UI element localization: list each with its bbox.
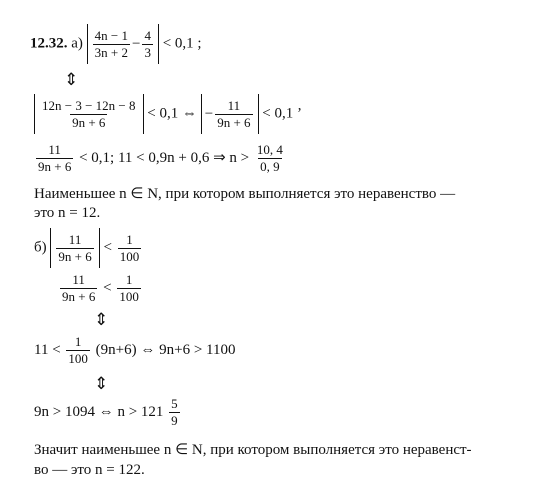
answer-a-text1: Наименьшее n ∈ N, при котором выполняется это неравенство — xyxy=(34,186,456,202)
fraction-den: 9n + 6 xyxy=(217,114,251,130)
inequality-left: 11 < xyxy=(34,341,61,358)
fraction xyxy=(118,232,142,265)
relation: < xyxy=(103,239,112,256)
fraction-num: 4n − 1 xyxy=(94,27,128,43)
problem-a-line3 xyxy=(34,142,287,175)
fraction xyxy=(215,98,252,131)
fraction-num: 1 xyxy=(126,231,133,247)
problem-a-line2 xyxy=(34,94,302,134)
operator: − xyxy=(132,35,141,52)
fraction-den: 9n + 6 xyxy=(62,289,96,304)
problem-b-line3 xyxy=(34,334,235,367)
fraction xyxy=(36,142,73,175)
part-b-label: б) xyxy=(34,239,47,256)
fraction xyxy=(169,396,180,429)
equivalence-arrow-icon: ⇕ xyxy=(94,374,109,394)
fraction-num: 12n − 3 − 12n − 8 xyxy=(42,97,136,113)
inequality-chain: 9n > 1094 ⇔ n > 121 xyxy=(34,403,164,420)
fraction-num: 4 xyxy=(144,27,151,43)
fraction-den: 9n + 6 xyxy=(58,248,92,264)
fraction-num: 11 xyxy=(48,142,61,157)
problem-a-line1 xyxy=(30,24,202,64)
fraction-den: 100 xyxy=(68,351,88,366)
problem-number: 12.32. xyxy=(30,35,68,52)
fraction xyxy=(66,334,90,367)
fraction-den: 3n + 2 xyxy=(94,44,128,60)
fraction-den: 100 xyxy=(119,248,140,264)
problem-b-line4 xyxy=(34,396,182,429)
answer-a-text2: это n = 12. xyxy=(34,205,101,221)
abs-expression xyxy=(201,94,259,134)
fraction-den: 9n + 6 xyxy=(38,159,72,174)
fraction xyxy=(60,272,97,305)
abs-expression xyxy=(34,94,144,134)
equivalence-arrow-icon: ⇕ xyxy=(94,310,109,330)
relation: < xyxy=(103,279,112,296)
operator: − xyxy=(204,105,214,122)
answer-b-text2: во — это n = 122. xyxy=(34,462,145,478)
fraction-num: 1 xyxy=(125,272,133,287)
answer-b-text1: Значит наименьшее n ∈ N, при котором выполняется это неравенст- xyxy=(34,442,472,458)
fraction-num: 11 xyxy=(227,97,241,113)
fraction xyxy=(255,142,285,175)
fraction-den: 9 xyxy=(171,413,178,428)
fraction-num: 1 xyxy=(74,334,82,349)
fraction xyxy=(142,28,153,61)
fraction-den: 100 xyxy=(119,289,139,304)
relation: < 0,1 ⇔ xyxy=(147,105,197,122)
fraction-num: 5 xyxy=(171,396,178,411)
fraction-den: 3 xyxy=(144,44,151,60)
part-a-label: а) xyxy=(71,35,83,52)
inequality-right: (9n+6) ⇔ 9n+6 > 1100 xyxy=(95,341,236,358)
problem-b-line2 xyxy=(58,272,143,305)
fraction xyxy=(93,28,130,61)
fraction-den: 9n + 6 xyxy=(72,114,106,130)
inequality-chain: < 0,1; 11 < 0,9n + 0,6 ⇒ n > xyxy=(79,149,250,166)
abs-expression xyxy=(50,228,99,268)
relation: < 0,1 ; xyxy=(162,35,202,52)
fraction-num: 11 xyxy=(68,231,82,247)
equivalence-arrow-icon: ⇕ xyxy=(64,70,79,90)
fraction-den: 0, 9 xyxy=(260,159,280,174)
relation: < 0,1 ’ xyxy=(262,105,302,122)
problem-b-line1 xyxy=(34,228,143,268)
fraction xyxy=(40,98,138,131)
abs-expression xyxy=(87,24,159,64)
fraction xyxy=(117,272,141,305)
fraction-num: 11 xyxy=(72,272,85,287)
fraction xyxy=(56,232,93,265)
fraction-num: 10, 4 xyxy=(256,142,283,157)
